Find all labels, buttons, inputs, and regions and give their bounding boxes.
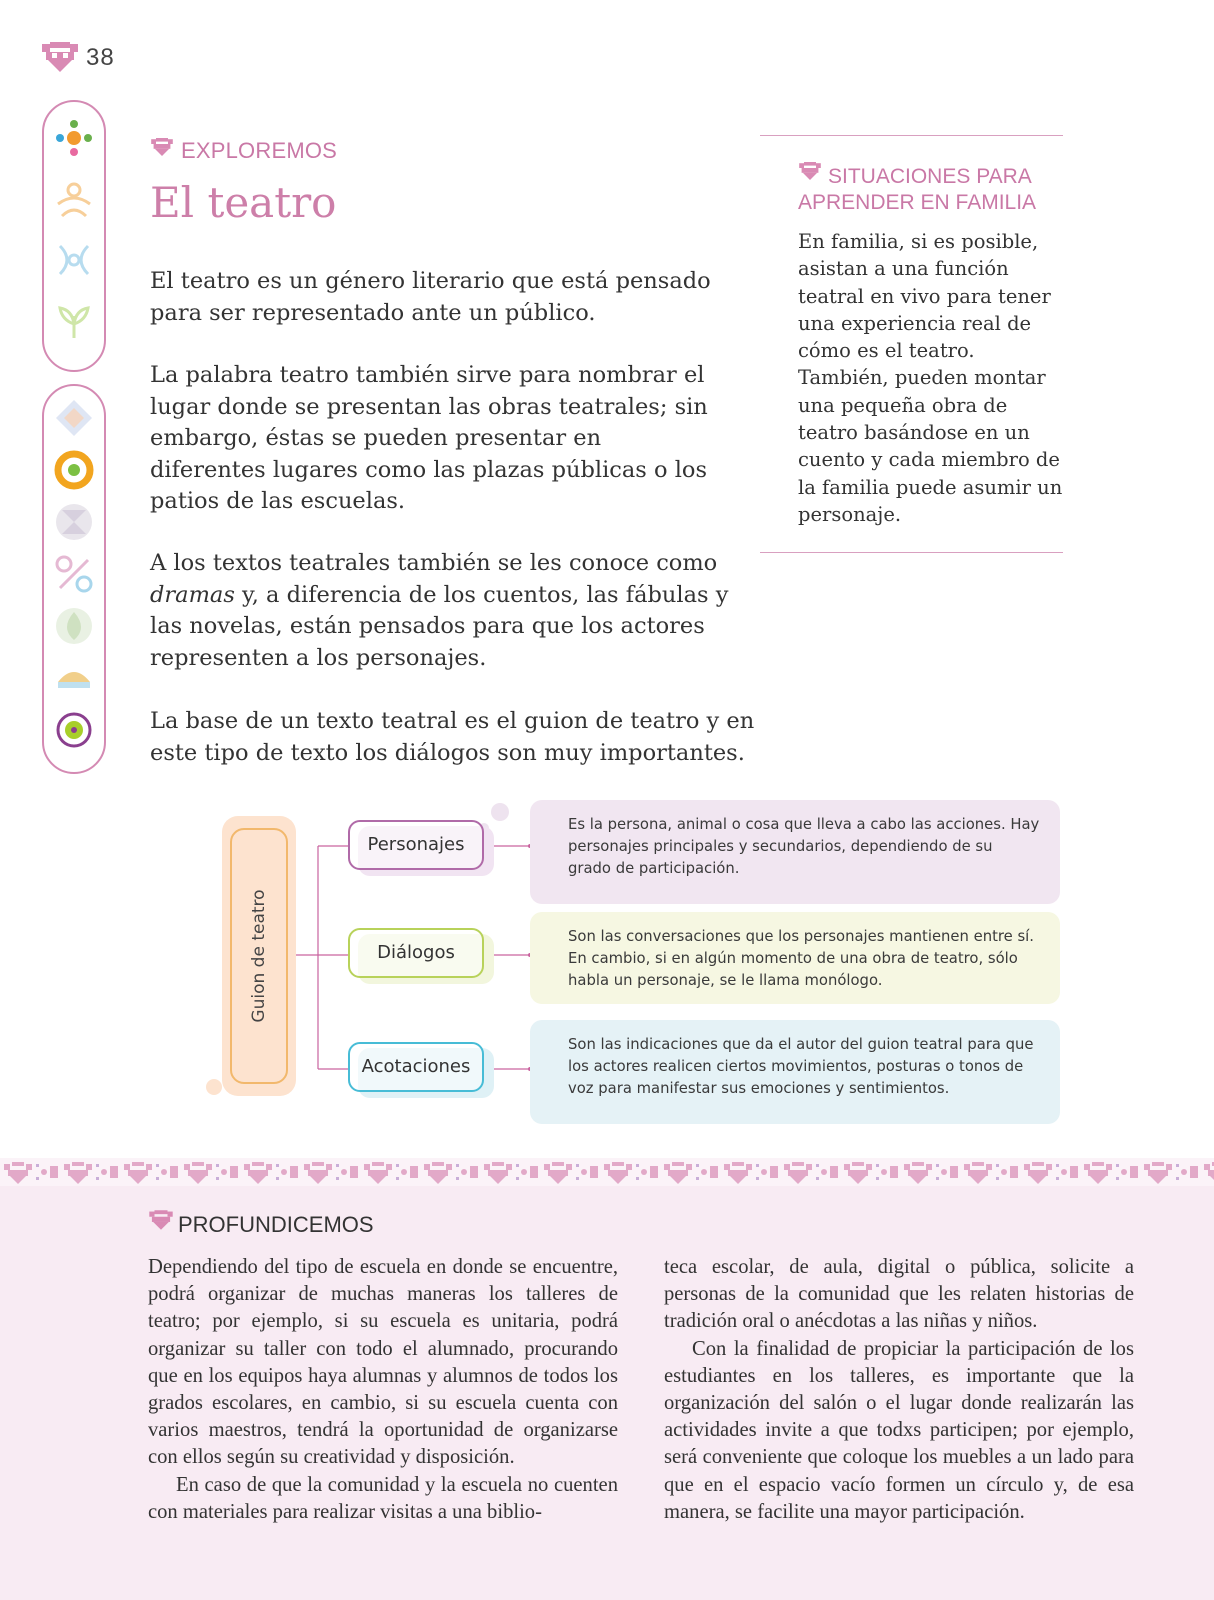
deepen-col1-paragraph-2: En caso de que la comunidad y la escuela no cuenten con materiales para realizar visitas a una biblio- [148,1473,618,1523]
hourglass-icon [52,500,96,544]
diagram-node-personajes [348,820,484,870]
deepen-column-2 [664,1254,1134,1526]
family-title-line2: APRENDER EN FAMILIA [798,191,1037,214]
paragraph-script: La base de un texto teatral es el guion de teatro y en este tipo de texto los diálogos son muy importantes. [150,708,755,766]
ring-icon [52,448,96,492]
diagram-root-guion [228,828,290,1084]
deepen-col2-paragraph-1: teca escolar, de aula, digital o pública, solicite a personas de la comunidad que les relaten historias de tradición oral o anécdotas a las niñas y niños. [664,1256,1134,1333]
turtle-icon [52,654,96,698]
family-title-line1: SITUACIONES PARA [828,165,1032,188]
description-text-personajes: Es la persona, animal o cosa que lleva a cabo las acciones. Hay personajes principales y secundarios, dependiendo de su grado de participación. [568,816,1040,877]
ethics-icon [52,178,96,222]
decorative-border-band [0,1158,1214,1186]
deepen-col2-paragraph-2: Con la finalidad de propiciar la participación de los estudiantes en los talleres, es importante que la organización del salón o el lugar donde realizarán las actividades invite a que todxs participen; por ejemplo, será conveniente que coloque los muebles a un lado para que en el espacio vacío formen un círculo y, de esa manera, se facilite una mayor participación. [664,1337,1134,1523]
mascot-logo-icon [148,1208,174,1232]
compass-icon [52,396,96,440]
dramas-italic-word: dramas [150,581,235,608]
section-label-deepen: PROFUNDICEMOS [178,1212,374,1237]
description-personajes [530,800,1060,904]
paragraph-intro: El teatro es un género literario que está pensado para ser representado ante un público. [150,268,711,326]
deepen-col1-paragraph-1: Dependiendo del tipo de escuela en donde se encuentre, podrá organizar de muchas maneras los talleres de teatro; por ejemplo, si su escuela es unitaria, podrá organizar su taller con todo el alumnado, procurando que en los equipos haya alumnas y alumnos de todos los grados escolares, en cambio, si su escuela cuenta con varios maestros, tendrá la oportunidad de organizarse con ellos según su creatividad y disposición. [148,1256,618,1469]
page-title: El teatro [150,178,337,227]
node-label-personajes: Personajes [367,834,465,855]
family-box-text: En familia, si es posible, asistan a una función teatral en vivo para tener una experiencia real de cómo es el teatro. También, pueden montar una pequeña obra de teatro basándose en un cuento y cada miembro de la familia puede asumir un personaje. [798,230,1063,526]
description-text-dialogos: Son las conversaciones que los personajes mantienen entre sí. En cambio, si en algún momento de una obra de teatro, sólo habla un personaje, se le llama monólogo. [568,928,1034,989]
deepen-column-1 [148,1254,618,1526]
node-label-acotaciones: Acotaciones [361,1056,471,1077]
dramas-text-after: y, a diferencia de los cuentos, las fábulas y las novelas, están pensados para que los actores representen a los personajes. [150,581,729,671]
paragraph-dramas [150,548,730,674]
section-label-explore: EXPLOREMOS [181,138,338,163]
dramas-text-before: A los textos teatrales también se les conoce como [150,550,718,576]
diagram-node-dialogos [348,928,484,978]
description-dialogos [530,912,1060,1004]
description-acotaciones [530,1020,1060,1124]
description-text-acotaciones: Son las indicaciones que da el autor del guion teatral para que los actores realicen ciertos movimientos, posturas o tonos de voz para manifestar sus emociones y sentimientos. [568,1036,1034,1097]
mascot-logo-icon [150,136,174,158]
node-label-dialogos: Diálogos [377,942,455,963]
sidebar-fields-group [42,100,106,372]
spiral-icon [52,708,96,752]
community-icon [52,116,96,160]
family-box-title [798,164,1068,216]
family-box-bottom-rule [760,552,1063,553]
sidebar-axes-group [42,384,106,774]
paragraph-place: La palabra teatro también sirve para nombrar el lugar donde se presentan las obras teatrales; sin embargo, éstas se pueden presentar en diferentes lugares como las plazas públicas o los patios de las escuelas. [150,362,708,514]
diagram-node-acotaciones [348,1042,484,1092]
leaf-icon [52,604,96,648]
mascot-logo-icon [40,40,80,74]
diagram-root-label: Guion de teatro [249,889,269,1023]
flower-icon [52,298,96,342]
family-box-top-rule [760,135,1063,136]
percent-icon [52,552,96,596]
page-number: 38 [86,44,115,71]
nature-icon [52,238,96,282]
